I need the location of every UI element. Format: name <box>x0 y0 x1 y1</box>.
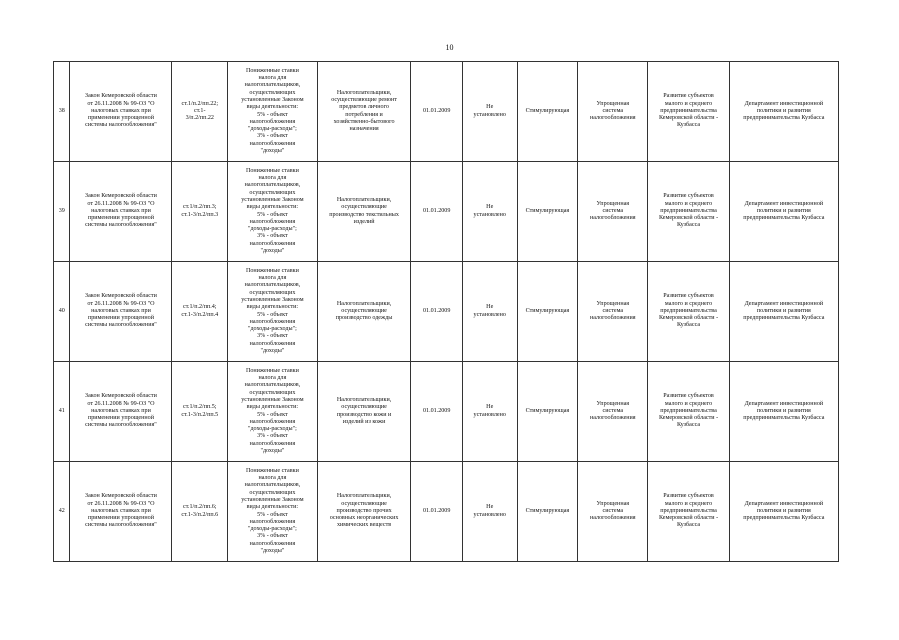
tax-system: Упрощенная система налогообложения <box>578 262 648 362</box>
table-row <box>54 62 839 162</box>
row-number: 38 <box>54 62 70 162</box>
tax-system: Упрощенная система налогообложения <box>578 462 648 562</box>
article-ref: ст.1/п.2/пп.6; ст.1-3/п.2/пп.6 <box>172 462 228 562</box>
end-date: Не установлено <box>462 462 517 562</box>
expenditure-type: Стимулирующая <box>517 262 578 362</box>
program-goal: Развитие субъектов малого и среднего предпринимательства Кемеровской области - Кузбасса <box>648 362 729 462</box>
row-number: 40 <box>54 262 70 362</box>
legal-act: Закон Кемеровской области от 26.11.2008 № 99-ОЗ "О налоговых ставках при применении упрощенной системы налогообложения" <box>70 262 172 362</box>
legal-act: Закон Кемеровской области от 26.11.2008 № 99-ОЗ "О налоговых ставках при применении упрощенной системы налогообложения" <box>70 162 172 262</box>
benefit-description: Пониженные ставки налога для налогоплательщиков, осуществляющих установленные Законом виды деятельности: 5% - объект налогообложения "доходы-расходы"; 3% - объект налогообложения "доходы" <box>228 262 318 362</box>
start-date: 01.01.2009 <box>411 462 463 562</box>
benefit-description: Пониженные ставки налога для налогоплательщиков, осуществляющих установленные Законом виды деятельности: 5% - объект налогообложения "доходы-расходы"; 3% - объект налогообложения "доходы" <box>228 62 318 162</box>
row-number: 39 <box>54 162 70 262</box>
curator: Департамент инвестиционной политики и развития предпринимательства Кузбасса <box>729 262 838 362</box>
tax-system: Упрощенная система налогообложения <box>578 62 648 162</box>
legal-act: Закон Кемеровской области от 26.11.2008 № 99-ОЗ "О налоговых ставках при применении упрощенной системы налогообложения" <box>70 362 172 462</box>
article-ref: ст.1/п.2/пп.3; ст.1-3/п.2/пп.3 <box>172 162 228 262</box>
expenditure-type: Стимулирующая <box>517 462 578 562</box>
taxpayer-category: Налогоплательщики, осуществляющие производство одежды <box>317 262 411 362</box>
taxpayer-category: Налогоплательщики, осуществляющие производство кожи и изделий из кожи <box>317 362 411 462</box>
start-date: 01.01.2009 <box>411 162 463 262</box>
tax-system: Упрощенная система налогообложения <box>578 162 648 262</box>
end-date: Не установлено <box>462 262 517 362</box>
row-number: 42 <box>54 462 70 562</box>
expenditure-type: Стимулирующая <box>517 162 578 262</box>
curator: Департамент инвестиционной политики и развития предпринимательства Кузбасса <box>729 162 838 262</box>
taxpayer-category: Налогоплательщики, осуществляющие ремонт предметов личного потребления и хозяйственно-бытового назначения <box>317 62 411 162</box>
taxpayer-category: Налогоплательщики, осуществляющие производство текстильных изделий <box>317 162 411 262</box>
legal-act: Закон Кемеровской области от 26.11.2008 № 99-ОЗ "О налоговых ставках при применении упрощенной системы налогообложения" <box>70 462 172 562</box>
table-row <box>54 262 839 362</box>
end-date: Не установлено <box>462 162 517 262</box>
program-goal: Развитие субъектов малого и среднего предпринимательства Кемеровской области - Кузбасса <box>648 262 729 362</box>
table-row <box>54 462 839 562</box>
benefit-description: Пониженные ставки налога для налогоплательщиков, осуществляющих установленные Законом виды деятельности: 5% - объект налогообложения "доходы-расходы"; 3% - объект налогообложения "доходы" <box>228 362 318 462</box>
start-date: 01.01.2009 <box>411 62 463 162</box>
benefit-description: Пониженные ставки налога для налогоплательщиков, осуществляющих установленные Законом виды деятельности: 5% - объект налогообложения "доходы-расходы"; 3% - объект налогообложения "доходы" <box>228 162 318 262</box>
start-date: 01.01.2009 <box>411 362 463 462</box>
article-ref: ст.1/п.2/пп.4; ст.1-3/п.2/пп.4 <box>172 262 228 362</box>
curator: Департамент инвестиционной политики и развития предпринимательства Кузбасса <box>729 462 838 562</box>
benefit-description: Пониженные ставки налога для налогоплательщиков, осуществляющих установленные Законом виды деятельности: 5% - объект налогообложения "доходы-расходы"; 3% - объект налогообложения "доходы" <box>228 462 318 562</box>
tax-system: Упрощенная система налогообложения <box>578 362 648 462</box>
table-row <box>54 362 839 462</box>
end-date: Не установлено <box>462 62 517 162</box>
article-ref: ст.1/п.2/пп.22; ст.1- 3/п.2/пп.22 <box>172 62 228 162</box>
program-goal: Развитие субъектов малого и среднего предпринимательства Кемеровской области - Кузбасса <box>648 462 729 562</box>
page-number: 10 <box>445 43 454 52</box>
program-goal: Развитие субъектов малого и среднего предпринимательства Кемеровской области - Кузбасса <box>648 162 729 262</box>
expenditure-type: Стимулирующая <box>517 362 578 462</box>
article-ref: ст.1/п.2/пп.5; ст.1-3/п.2/пп.5 <box>172 362 228 462</box>
row-number: 41 <box>54 362 70 462</box>
program-goal: Развитие субъектов малого и среднего предпринимательства Кемеровской области - Кузбасса <box>648 62 729 162</box>
curator: Департамент инвестиционной политики и развития предпринимательства Кузбасса <box>729 362 838 462</box>
end-date: Не установлено <box>462 362 517 462</box>
curator: Департамент инвестиционной политики и развития предпринимательства Кузбасса <box>729 62 838 162</box>
taxpayer-category: Налогоплательщики, осуществляющие производство прочих основных неорганических химических веществ <box>317 462 411 562</box>
start-date: 01.01.2009 <box>411 262 463 362</box>
expenditure-type: Стимулирующая <box>517 62 578 162</box>
table-row <box>54 162 839 262</box>
legal-act: Закон Кемеровской области от 26.11.2008 № 99-ОЗ "О налоговых ставках при применении упрощенной системы налогообложения" <box>70 62 172 162</box>
tax-benefits-table <box>53 61 839 562</box>
